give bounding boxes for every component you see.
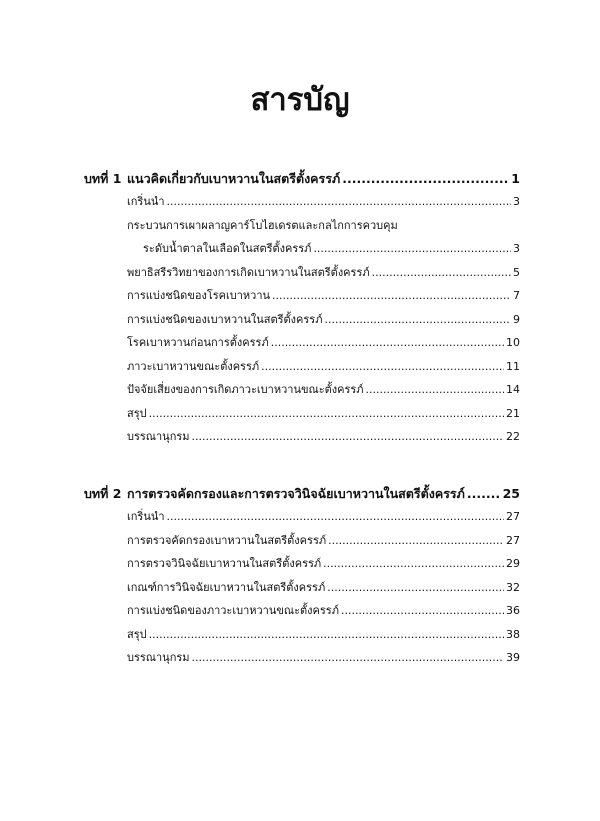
- dot-leader: [372, 261, 511, 285]
- entry-page-number: 10: [506, 336, 520, 349]
- entry-title: การแบ่งชนิดของภาวะเบาหวานขณะตั้งครรภ์: [127, 604, 339, 617]
- toc-entry: [127, 529, 520, 553]
- entry-page-number: 39: [506, 651, 520, 664]
- dot-leader: [149, 402, 504, 426]
- toc-entry: [127, 308, 520, 332]
- chapter-label: บทที่ 1: [84, 171, 122, 186]
- entry-page-number: 29: [506, 557, 520, 570]
- chapter-heading: [84, 168, 520, 190]
- toc-entry: [127, 261, 520, 285]
- toc-entry: [127, 646, 520, 670]
- chapter-title: การตรวจคัดกรองและการตรวจวินิจฉัยเบาหวานในสตรีตั้งครรภ์: [127, 486, 465, 501]
- entry-page-number: 38: [506, 627, 520, 641]
- chapter-title: แนวคิดเกี่ยวกับเบาหวานในสตรีตั้งครรภ์: [127, 171, 341, 186]
- entry-page-number: 27: [506, 533, 520, 547]
- dot-leader: [328, 529, 504, 553]
- entry-page-number: 3: [513, 195, 520, 208]
- toc-entry: [127, 505, 520, 529]
- dot-leader: [192, 646, 504, 670]
- entry-title: บรรณานุกรม: [127, 651, 190, 664]
- dot-leader: [271, 331, 504, 355]
- dot-leader: [467, 483, 501, 505]
- entry-title: เกริ่นนำ: [127, 195, 165, 208]
- toc-entry: [127, 425, 520, 449]
- entry-page-number: 5: [513, 265, 520, 279]
- entry-title-line-2: ระดับน้ำตาลในเลือดในสตรีตั้งครรภ์: [143, 242, 312, 255]
- toc-entry: [127, 402, 520, 426]
- entry-page-number: 21: [506, 406, 520, 420]
- entry-page-number: 27: [506, 510, 520, 523]
- chapter-page-number: 25: [502, 486, 520, 501]
- dot-leader: [261, 355, 504, 379]
- chapter-page-number: 1: [511, 171, 520, 186]
- page-title: สารบัญ: [250, 82, 350, 118]
- entry-title: โรคเบาหวานก่อนการตั้งครรภ์: [127, 336, 269, 349]
- dot-leader: [167, 505, 504, 529]
- chapter-entries: [127, 505, 520, 670]
- entry-title: การแบ่งชนิดของเบาหวานในสตรีตั้งครรภ์: [127, 312, 323, 326]
- dot-leader: [327, 576, 504, 600]
- dot-leader: [149, 623, 504, 647]
- entry-title: การตรวจคัดกรองเบาหวานในสตรีตั้งครรภ์: [127, 533, 327, 547]
- entry-title: สรุป: [127, 627, 147, 641]
- toc-entry: [127, 331, 520, 355]
- dot-leader: [272, 284, 511, 308]
- toc-entry: [127, 190, 520, 214]
- dot-leader: [192, 425, 504, 449]
- toc-entry: [127, 552, 520, 576]
- chapter-entries: [127, 190, 520, 449]
- toc-entry: [127, 599, 520, 623]
- entry-page-number: 22: [506, 430, 520, 443]
- toc-chapter-1: [84, 168, 520, 449]
- entry-title-continuation: [127, 237, 520, 261]
- dot-leader: [324, 308, 511, 332]
- entry-page-number: 9: [513, 312, 520, 326]
- entry-title: ปัจจัยเสี่ยงของการเกิดภาวะเบาหวานขณะตั้งครรภ์: [127, 383, 364, 396]
- dot-leader: [323, 552, 504, 576]
- entry-title: ภาวะเบาหวานขณะตั้งครรภ์: [127, 359, 260, 373]
- entry-title: การตรวจวินิจฉัยเบาหวานในสตรีตั้งครรภ์: [127, 557, 322, 570]
- entry-page-number: 36: [506, 604, 520, 617]
- chapter-label: บทที่ 2: [84, 486, 122, 501]
- entry-title: เกณฑ์การวินิจฉัยเบาหวานในสตรีตั้งครรภ์: [127, 580, 326, 594]
- entry-page-number: 32: [506, 580, 520, 594]
- entry-page-number: 14: [506, 383, 520, 396]
- entry-title: บรรณานุกรม: [127, 430, 190, 443]
- entry-title: เกริ่นนำ: [127, 510, 165, 523]
- dot-leader: [313, 237, 511, 261]
- dot-leader: [167, 190, 511, 214]
- toc-chapter-2: [84, 483, 520, 670]
- toc-entry: [127, 378, 520, 402]
- entry-title: พยาธิสรีรวิทยาของการเกิดเบาหวานในสตรีตั้งครรภ์: [127, 265, 370, 279]
- toc-entry: [127, 214, 520, 261]
- dot-leader: [342, 168, 509, 190]
- toc-entry: [127, 576, 520, 600]
- chapter-heading: [84, 483, 520, 505]
- toc-entry: [127, 355, 520, 379]
- entry-page-number: 7: [513, 289, 520, 302]
- dot-leader: [341, 599, 504, 623]
- entry-page-number: 11: [506, 359, 520, 373]
- entry-title: กระบวนการเผาผลาญคาร์โบไฮเดรตและกลไกการควบคุม: [127, 218, 398, 232]
- dot-leader: [366, 378, 504, 402]
- entry-title: การแบ่งชนิดของโรคเบาหวาน: [127, 289, 271, 302]
- toc-entry: [127, 284, 520, 308]
- entry-title: สรุป: [127, 406, 147, 420]
- entry-page-number: 3: [513, 242, 520, 255]
- toc-entry: [127, 623, 520, 647]
